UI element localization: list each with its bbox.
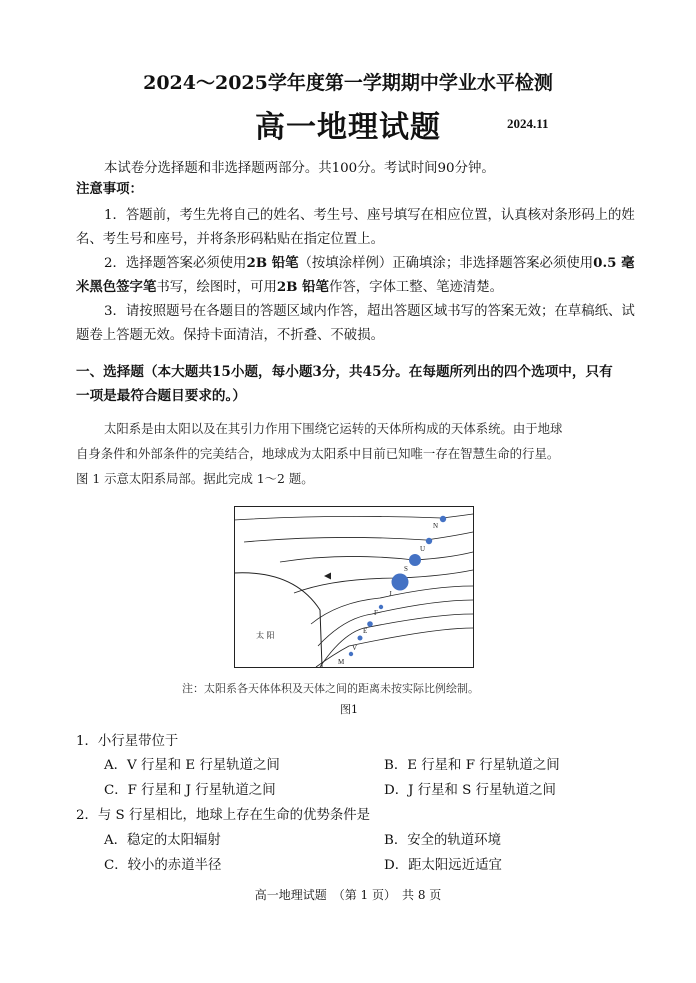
figure-note: 注：太阳系各天体体积及天体之间的距离未按实际比例绘制。	[182, 682, 479, 695]
note-1-line-2: 名、考生号和座号，并将条形码粘贴在指定位置上。	[76, 232, 384, 247]
intro-text: 本试卷分选择题和非选择题两部分。共100分。考试时间90分钟。	[104, 161, 495, 176]
question-1-option-c: C．F 行星和 J 行星轨道之间	[104, 783, 276, 798]
passage-line-2: 自身条件和外部条件的完美结合，地球成为太阳系中目前已知唯一存在智慧生命的行星。	[76, 446, 560, 461]
exam-header-line: 2024～2025学年度第一学期期中学业水平检测	[143, 72, 553, 94]
planet-s-dot	[409, 554, 421, 566]
planet-label-n: N	[433, 522, 439, 530]
figure-caption: 图1	[340, 703, 358, 716]
planet-u-dot	[426, 538, 432, 544]
section-1-heading-line-2: 一项是最符合题目要求的。）	[76, 388, 246, 404]
solar-system-diagram	[234, 506, 474, 668]
planet-f-dot	[379, 605, 383, 609]
page-footer: 高一地理试题 （第 1 页） 共 8 页	[254, 888, 442, 902]
section-1-heading-line-1: 一、选择题（本大题共15小题，每小题3分，共45分。在每题所列出的四个选项中，只有	[76, 364, 613, 380]
question-2-option-d: D．距太阳远近适宜	[384, 858, 502, 873]
planet-m-dot	[349, 652, 353, 656]
note-2-line-1	[104, 251, 634, 276]
note-2-text-a: 2．选择题答案必须使用	[104, 256, 247, 271]
notes-heading: 注意事项：	[76, 181, 143, 197]
passage-line-3: 图 1 示意太阳系局部。据此完成 1～2 题。	[76, 471, 314, 486]
planet-label-j: J	[389, 590, 392, 598]
note-2-text-c: 书写，绘图时，可用	[156, 280, 277, 295]
note-2-pencil: 2B 铅笔	[246, 255, 299, 271]
note-2-pen: 米黑色签字笔	[76, 279, 157, 295]
sun-label: 太 阳	[256, 631, 275, 640]
exam-title: 高一地理试题	[255, 110, 441, 145]
exam-date: 2024.11	[507, 116, 549, 131]
planet-label-u: U	[420, 545, 426, 553]
question-2-stem: 2．与 S 行星相比，地球上存在生命的优势条件是	[76, 808, 371, 823]
note-2-pencil-2: 2B 铅笔	[276, 279, 329, 295]
solar-system-figure	[234, 506, 474, 668]
question-2-option-b: B．安全的轨道环境	[384, 833, 501, 848]
note-3-line-2: 题卷上答题无效。保持卡面清洁，不折叠、不破损。	[76, 328, 384, 343]
note-2-line-2	[76, 275, 503, 300]
question-1-option-d: D．J 行星和 S 行星轨道之间	[384, 783, 556, 798]
question-1-option-a: A．V 行星和 E 行星轨道之间	[104, 758, 280, 773]
note-1-line-1: 1．答题前，考生先将自己的姓名、考生号、座号填写在相应位置，认真核对条形码上的姓	[104, 208, 635, 223]
planet-v-dot	[358, 636, 363, 641]
note-2-text-b: （按填涂样例）正确填涂；非选择题答案必须使用	[298, 256, 594, 271]
note-2-text-d: 作答，字体工整、笔迹清楚。	[328, 280, 504, 295]
question-1-stem: 1．小行星带位于	[76, 734, 179, 749]
planet-label-m: M	[338, 658, 345, 666]
passage-line-1: 太阳系是由太阳以及在其引力作用下围绕它运转的天体所构成的天体系统。由于地球	[104, 421, 563, 436]
note-3-line-1: 3．请按照题号在各题目的答题区域内作答，超出答题区域书写的答案无效；在草稿纸、试	[104, 304, 635, 319]
planet-label-e: E	[363, 627, 368, 635]
question-2-option-c: C．较小的赤道半径	[104, 858, 222, 873]
planet-label-f: F	[374, 609, 378, 617]
planet-label-s: S	[404, 565, 408, 573]
note-2-pen-size: 0.5 毫	[593, 255, 635, 271]
planet-j-dot	[392, 574, 409, 591]
planet-e-dot	[367, 621, 373, 627]
question-2-option-a: A．稳定的太阳辐射	[104, 833, 221, 848]
planet-n-dot	[440, 516, 446, 522]
planet-label-v: V	[352, 644, 358, 652]
question-1-option-b: B．E 行星和 F 行星轨道之间	[384, 758, 560, 773]
